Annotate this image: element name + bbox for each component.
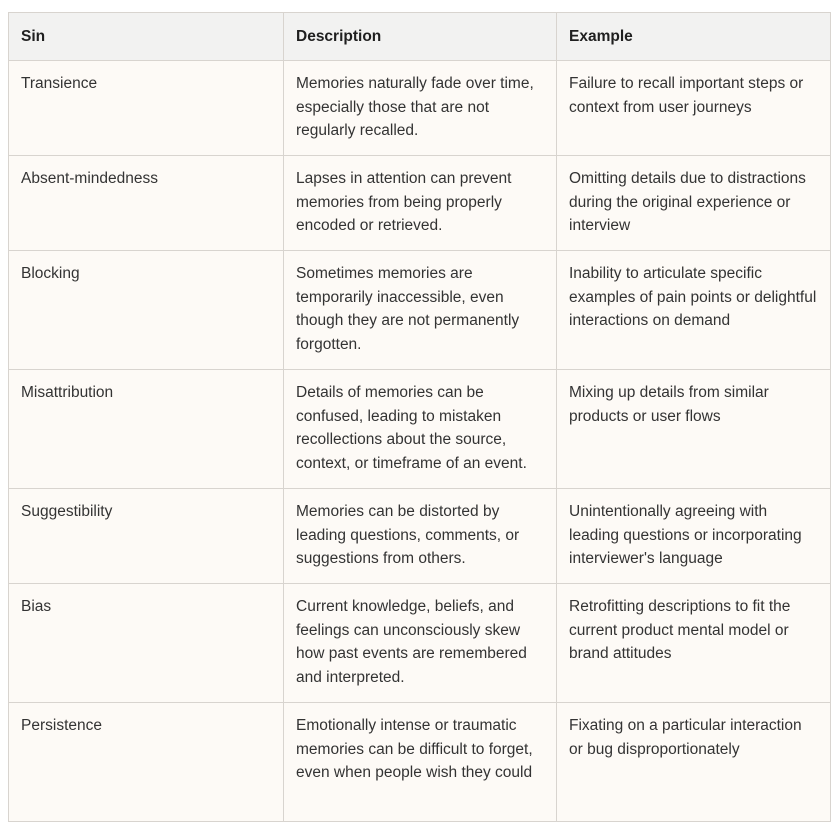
cell-sin: Suggestibility	[9, 489, 284, 584]
cell-sin: Bias	[9, 584, 284, 703]
cell-description: Memories can be distorted by leading questions, comments, or suggestions from others.	[284, 489, 557, 584]
cell-example: Failure to recall important steps or context from user journeys	[557, 61, 831, 156]
cell-example: Unintentionally agreeing with leading questions or incorporating interviewer's language	[557, 489, 831, 584]
table-row	[9, 61, 831, 156]
cell-example: Retrofitting descriptions to fit the current product mental model or brand attitudes	[557, 584, 831, 703]
cell-sin: Misattribution	[9, 370, 284, 489]
cell-example: Inability to articulate specific examples of pain points or delightful interactions on demand	[557, 251, 831, 370]
cell-description: Emotionally intense or traumatic memories can be difficult to forget, even when people wish they could	[284, 703, 557, 822]
header-row	[9, 13, 831, 61]
cell-sin: Absent-mindedness	[9, 156, 284, 251]
table-row	[9, 370, 831, 489]
seven-sins-table	[8, 12, 831, 822]
cell-description: Memories naturally fade over time, especially those that are not regularly recalled.	[284, 61, 557, 156]
cell-example: Fixating on a particular interaction or bug disproportionately	[557, 703, 831, 822]
cell-sin: Persistence	[9, 703, 284, 822]
header-sin: Sin	[9, 13, 284, 61]
table-row	[9, 489, 831, 584]
cell-sin: Transience	[9, 61, 284, 156]
table-row	[9, 251, 831, 370]
cell-example: Mixing up details from similar products or user flows	[557, 370, 831, 489]
cell-example: Omitting details due to distractions during the original experience or interview	[557, 156, 831, 251]
header-description: Description	[284, 13, 557, 61]
table-row	[9, 703, 831, 822]
seven-sins-table-container	[8, 12, 830, 822]
table-body	[9, 61, 831, 822]
table-header	[9, 13, 831, 61]
table-row	[9, 584, 831, 703]
cell-sin: Blocking	[9, 251, 284, 370]
cell-description: Sometimes memories are temporarily inaccessible, even though they are not permanently forgotten.	[284, 251, 557, 370]
cell-description: Lapses in attention can prevent memories from being properly encoded or retrieved.	[284, 156, 557, 251]
table-row	[9, 156, 831, 251]
cell-description: Current knowledge, beliefs, and feelings can unconsciously skew how past events are remembered and interpreted.	[284, 584, 557, 703]
header-example: Example	[557, 13, 831, 61]
cell-description: Details of memories can be confused, leading to mistaken recollections about the source, context, or timeframe of an event.	[284, 370, 557, 489]
